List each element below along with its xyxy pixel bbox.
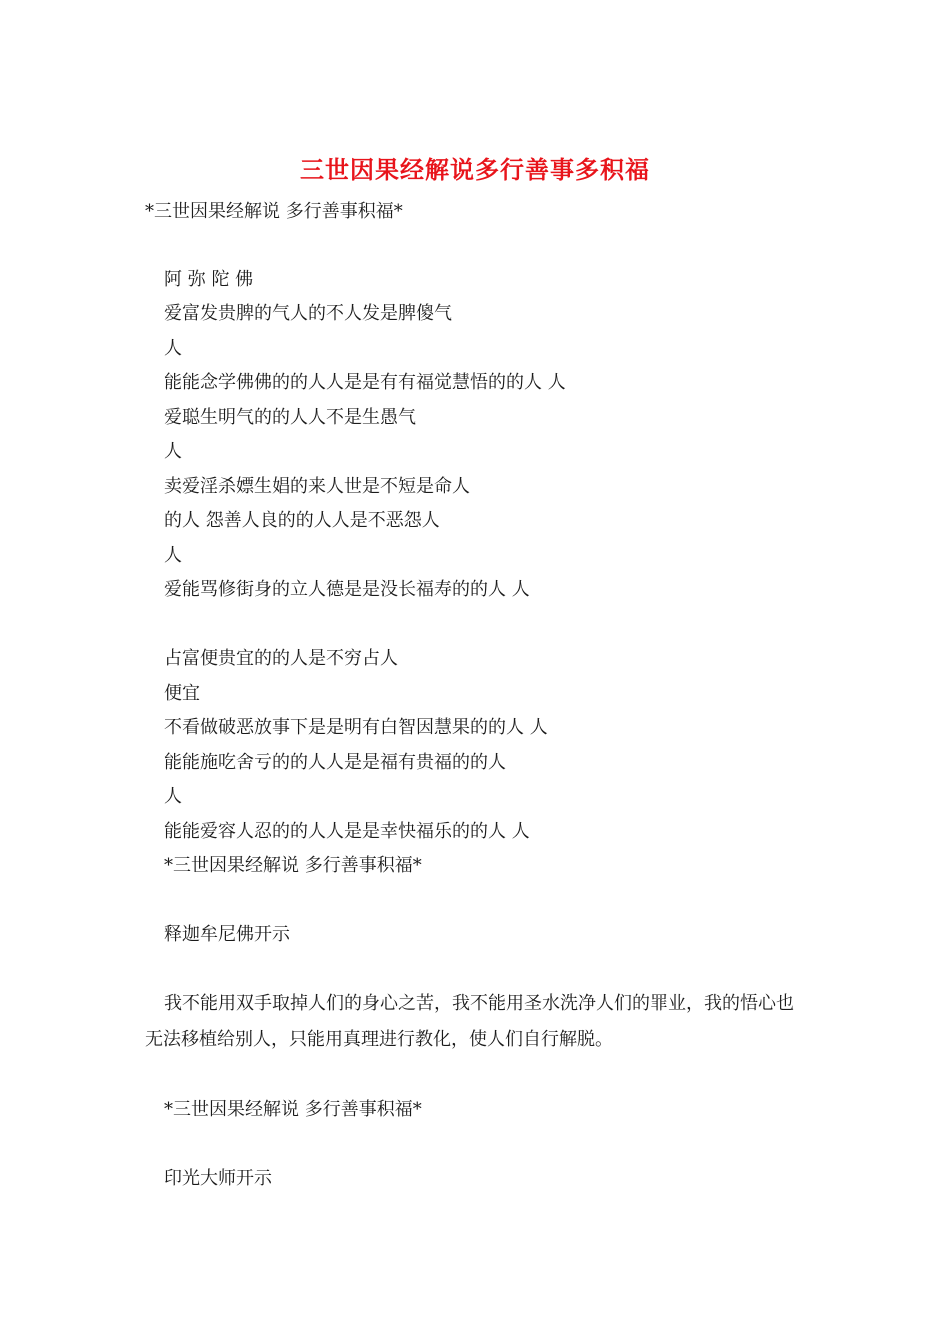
text-line: 爱富发贵脾的气人的不人发是脾傻气 xyxy=(164,303,452,324)
text-line: 能能念学佛佛的的人人是是有有福觉慧悟的的人 人 xyxy=(164,372,566,393)
section-heading: *三世因果经解说 多行善事积福* xyxy=(164,855,422,876)
section-heading: 印光大师开示 xyxy=(164,1168,272,1189)
section-heading: *三世因果经解说 多行善事积福* xyxy=(164,1099,422,1120)
text-line: 人 xyxy=(164,545,182,566)
text-line: 能能施吃舍亏的的人人是是福有贵福的的人 xyxy=(164,752,506,773)
text-line: 爱聪生明气的的人人不是生愚气 xyxy=(164,407,416,428)
text-line: 爱能骂修街身的立人德是是没长福寿的的人 人 xyxy=(164,579,530,600)
document-title: 三世因果经解说多行善事多积福 xyxy=(300,155,650,184)
section-heading: 释迦牟尼佛开示 xyxy=(164,924,290,945)
text-line: 能能爱容人忍的的人人是是幸快福乐的的人 人 xyxy=(164,821,530,842)
text-line: 的人 怨善人良的的人人是不恶怨人 xyxy=(164,510,440,531)
text-line: 不看做破恶放事下是是明有白智因慧果的的人 人 xyxy=(164,717,548,738)
text-line: 占富便贵宜的的人是不穷占人 xyxy=(164,648,398,669)
text-line: 人 xyxy=(164,338,182,359)
text-line: 卖爱淫杀嫖生娼的来人世是不短是命人 xyxy=(164,476,470,497)
text-line: 人 xyxy=(164,786,182,807)
quote-paragraph: 我不能用双手取掉人们的身心之苦，我不能用圣水洗净人们的罪业，我的悟心也无法移植给别人，只能用真理进行教化，使人们自行解脱。 xyxy=(145,993,794,1050)
text-line: 便宜 xyxy=(164,683,200,704)
text-line: 阿 弥 陀 佛 xyxy=(164,269,254,290)
subtitle: *三世因果经解说 多行善事积福* xyxy=(145,201,403,222)
text-line: 人 xyxy=(164,441,182,462)
